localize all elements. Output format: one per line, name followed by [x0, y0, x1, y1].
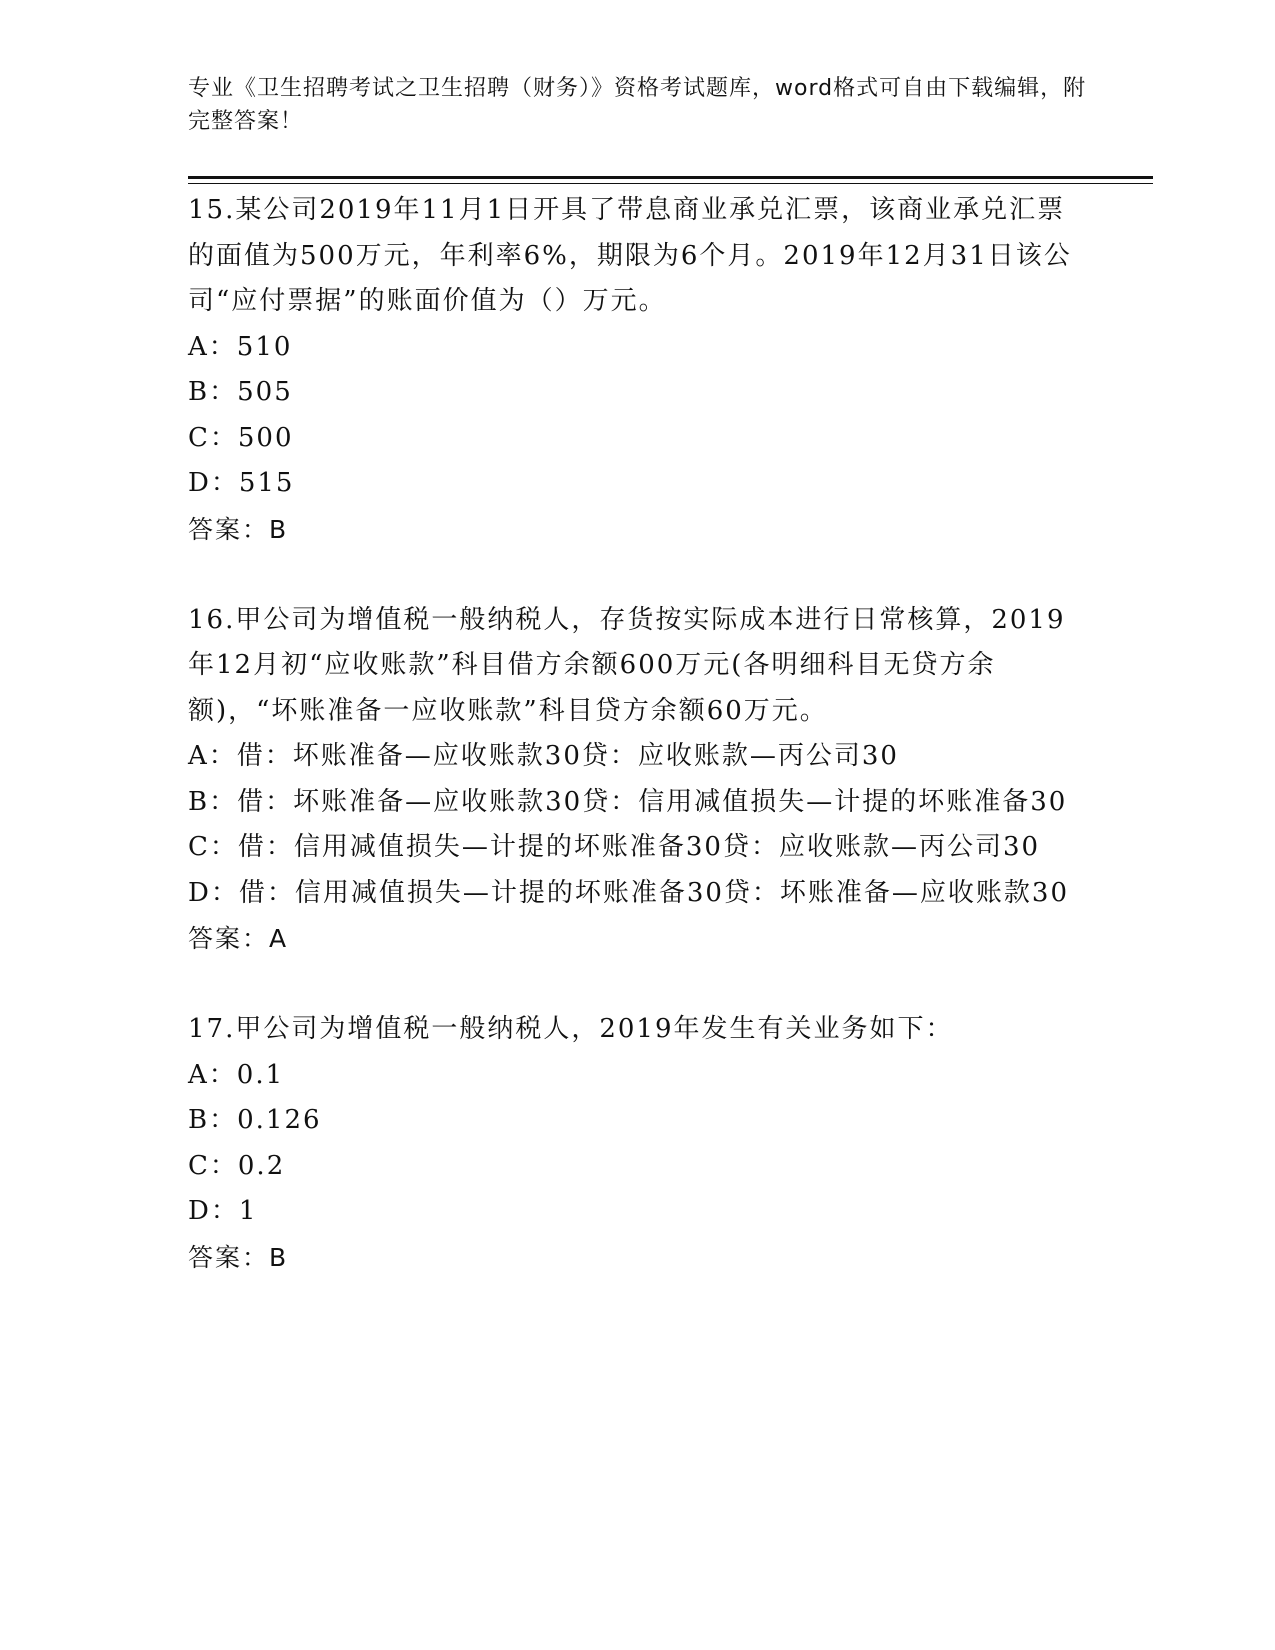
question-stem: 15.某公司2019年11月1日开具了带息商业承兑汇票，该商业承兑汇票的面值为500万元，年利率6%，期限为6个月。2019年12月31日该公司“应付票据”的账面价值为（）万元。 [188, 195, 1072, 316]
answer-line: 答案：B [188, 514, 289, 544]
option-c: C：借：信用减值损失—计提的坏账准备30贷：应收账款—丙公司30 [188, 832, 1041, 862]
question-17 [188, 1007, 1088, 1280]
option-c: C：0.2 [188, 1150, 286, 1181]
option-c: C：500 [188, 422, 294, 453]
option-b: B：0.126 [188, 1105, 322, 1135]
option-a: A：借：坏账准备—应收账款30贷：应收账款—丙公司30 [188, 741, 899, 771]
option-a: A：510 [188, 331, 293, 362]
option-b: B：借：坏账准备—应收账款30贷：信用减值损失—计提的坏账准备30 [188, 786, 1068, 817]
question-15 [188, 188, 1088, 552]
answer-line: 答案：B [188, 1242, 289, 1272]
question-stem: 17.甲公司为增值税一般纳税人，2019年发生有关业务如下： [188, 1014, 954, 1044]
option-d: D：1 [188, 1196, 258, 1226]
option-b: B：505 [188, 377, 293, 407]
question-stem: 16.甲公司为增值税一般纳税人，存货按实际成本进行日常核算，2019年12月初“应收账款”科目借方余额600万元(各明细科目无贷方余额)，“坏账准备一应收账款”科目贷方余额60万元。 [188, 604, 1066, 726]
question-16 [188, 598, 1088, 962]
option-a: A：0.1 [188, 1059, 285, 1090]
question-list [188, 188, 1088, 1280]
answer-line: 答案：A [188, 924, 289, 953]
option-d: D：515 [188, 468, 295, 498]
header-rule-thick [188, 176, 1153, 179]
document-header: 专业《卫生招聘考试之卫生招聘（财务）》资格考试题库，word格式可自由下载编辑，附完整答案！ [188, 76, 1087, 134]
header-rule-thin [188, 183, 1153, 184]
option-d: D：借：信用减值损失—计提的坏账准备30贷：坏账准备—应收账款30 [188, 877, 1070, 908]
question-spacer [188, 962, 1088, 1008]
question-spacer [188, 552, 1088, 598]
